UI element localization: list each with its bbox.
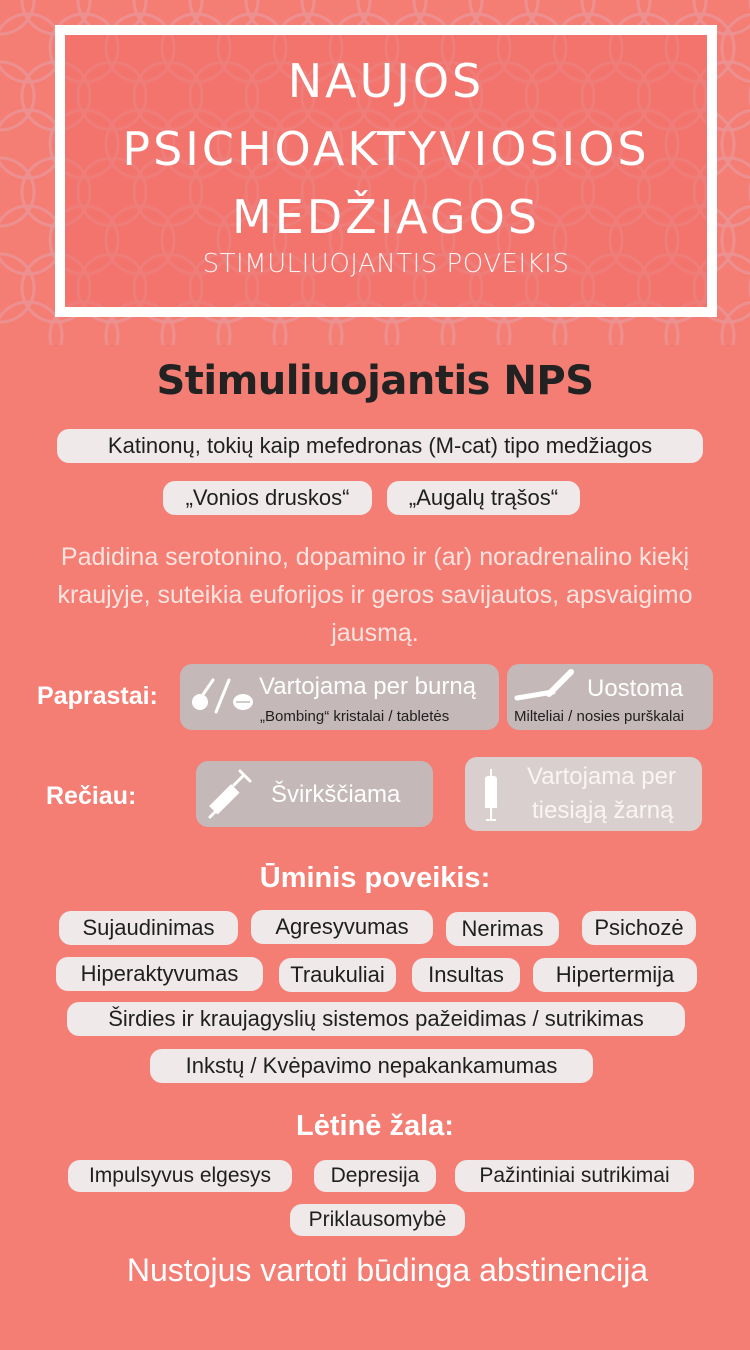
route-nasal bbox=[507, 664, 713, 730]
title-line-2: PSICHOAKTYVIOSIOS bbox=[122, 122, 650, 176]
chronic-effect-2: Depresija bbox=[314, 1160, 436, 1192]
type-pill-main: Katinonų, tokių kaip mefedronas (M-cat) tipo medžiagos bbox=[57, 429, 703, 463]
route-inject-label: Švirkščiama bbox=[271, 781, 401, 808]
type-pill-bath-salts: „Vonios druskos“ bbox=[163, 481, 372, 515]
route-nasal-label: Uostoma bbox=[587, 675, 684, 702]
route-oral bbox=[180, 664, 499, 730]
acute-effect-5: Hiperaktyvumas bbox=[56, 957, 263, 991]
section-heading: Stimuliuojantis NPS bbox=[156, 358, 594, 404]
route-oral-sub: „Bombing“ kristalai / tabletės bbox=[260, 708, 450, 725]
title-line-1: NAUJOS bbox=[287, 54, 485, 108]
acute-effect-10: Inkstų / Kvėpavimo nepakankamumas bbox=[150, 1049, 593, 1083]
route-rectal-label-1: Vartojama per bbox=[527, 763, 676, 790]
title-line-3: MEDŽIAGOS bbox=[232, 190, 540, 244]
footer-text: Nustojus vartoti būdinga abstinencija bbox=[126, 1252, 649, 1288]
type-pill-plant-food: „Augalų trąšos“ bbox=[387, 481, 580, 515]
syringe-icon bbox=[204, 767, 256, 823]
acute-effect-8: Hipertermija bbox=[533, 958, 697, 992]
title-subtitle: STIMULIUOJANTIS POVEIKIS bbox=[202, 249, 570, 279]
description: Padidina serotonino, dopamino ir (ar) noradrenalino kiekį kraujyje, suteikia euforijos ir geros savijautos, apsvaigimo jausmą. bbox=[57, 543, 693, 647]
title-box bbox=[55, 25, 717, 317]
route-rectal bbox=[465, 757, 702, 831]
acute-effect-4: Psichozė bbox=[582, 911, 696, 945]
route-nasal-sub: Milteliai / nosies purškalai bbox=[514, 708, 685, 725]
acute-effect-2: Agresyvumas bbox=[251, 910, 433, 944]
acute-effect-3: Nerimas bbox=[446, 912, 559, 946]
chronic-effect-4: Priklausomybė bbox=[290, 1204, 465, 1236]
chronic-effect-1: Impulsyvus elgesys bbox=[68, 1160, 292, 1192]
acute-effect-9: Širdies ir kraujagyslių sistemos pažeidimas / sutrikimas bbox=[67, 1002, 685, 1036]
powder-line-icon bbox=[513, 668, 577, 704]
route-rectal-label-2: tiesiąją žarną bbox=[532, 797, 674, 824]
route-oral-label: Vartojama per burną bbox=[259, 673, 477, 700]
acute-title: Ūminis poveikis: bbox=[259, 862, 491, 894]
rarely-label: Rečiau: bbox=[46, 782, 137, 810]
acute-effect-6: Traukuliai bbox=[279, 958, 396, 992]
usually-label: Paprastai: bbox=[37, 682, 158, 710]
acute-effect-7: Insultas bbox=[412, 958, 520, 992]
chronic-title: Lėtinė žala: bbox=[296, 1110, 454, 1142]
rectal-syringe-icon bbox=[481, 767, 501, 823]
acute-effect-1: Sujaudinimas bbox=[59, 911, 238, 945]
chronic-effect-3: Pažintiniai sutrikimai bbox=[455, 1160, 694, 1192]
route-inject bbox=[196, 761, 433, 827]
pill-icon bbox=[186, 672, 254, 722]
